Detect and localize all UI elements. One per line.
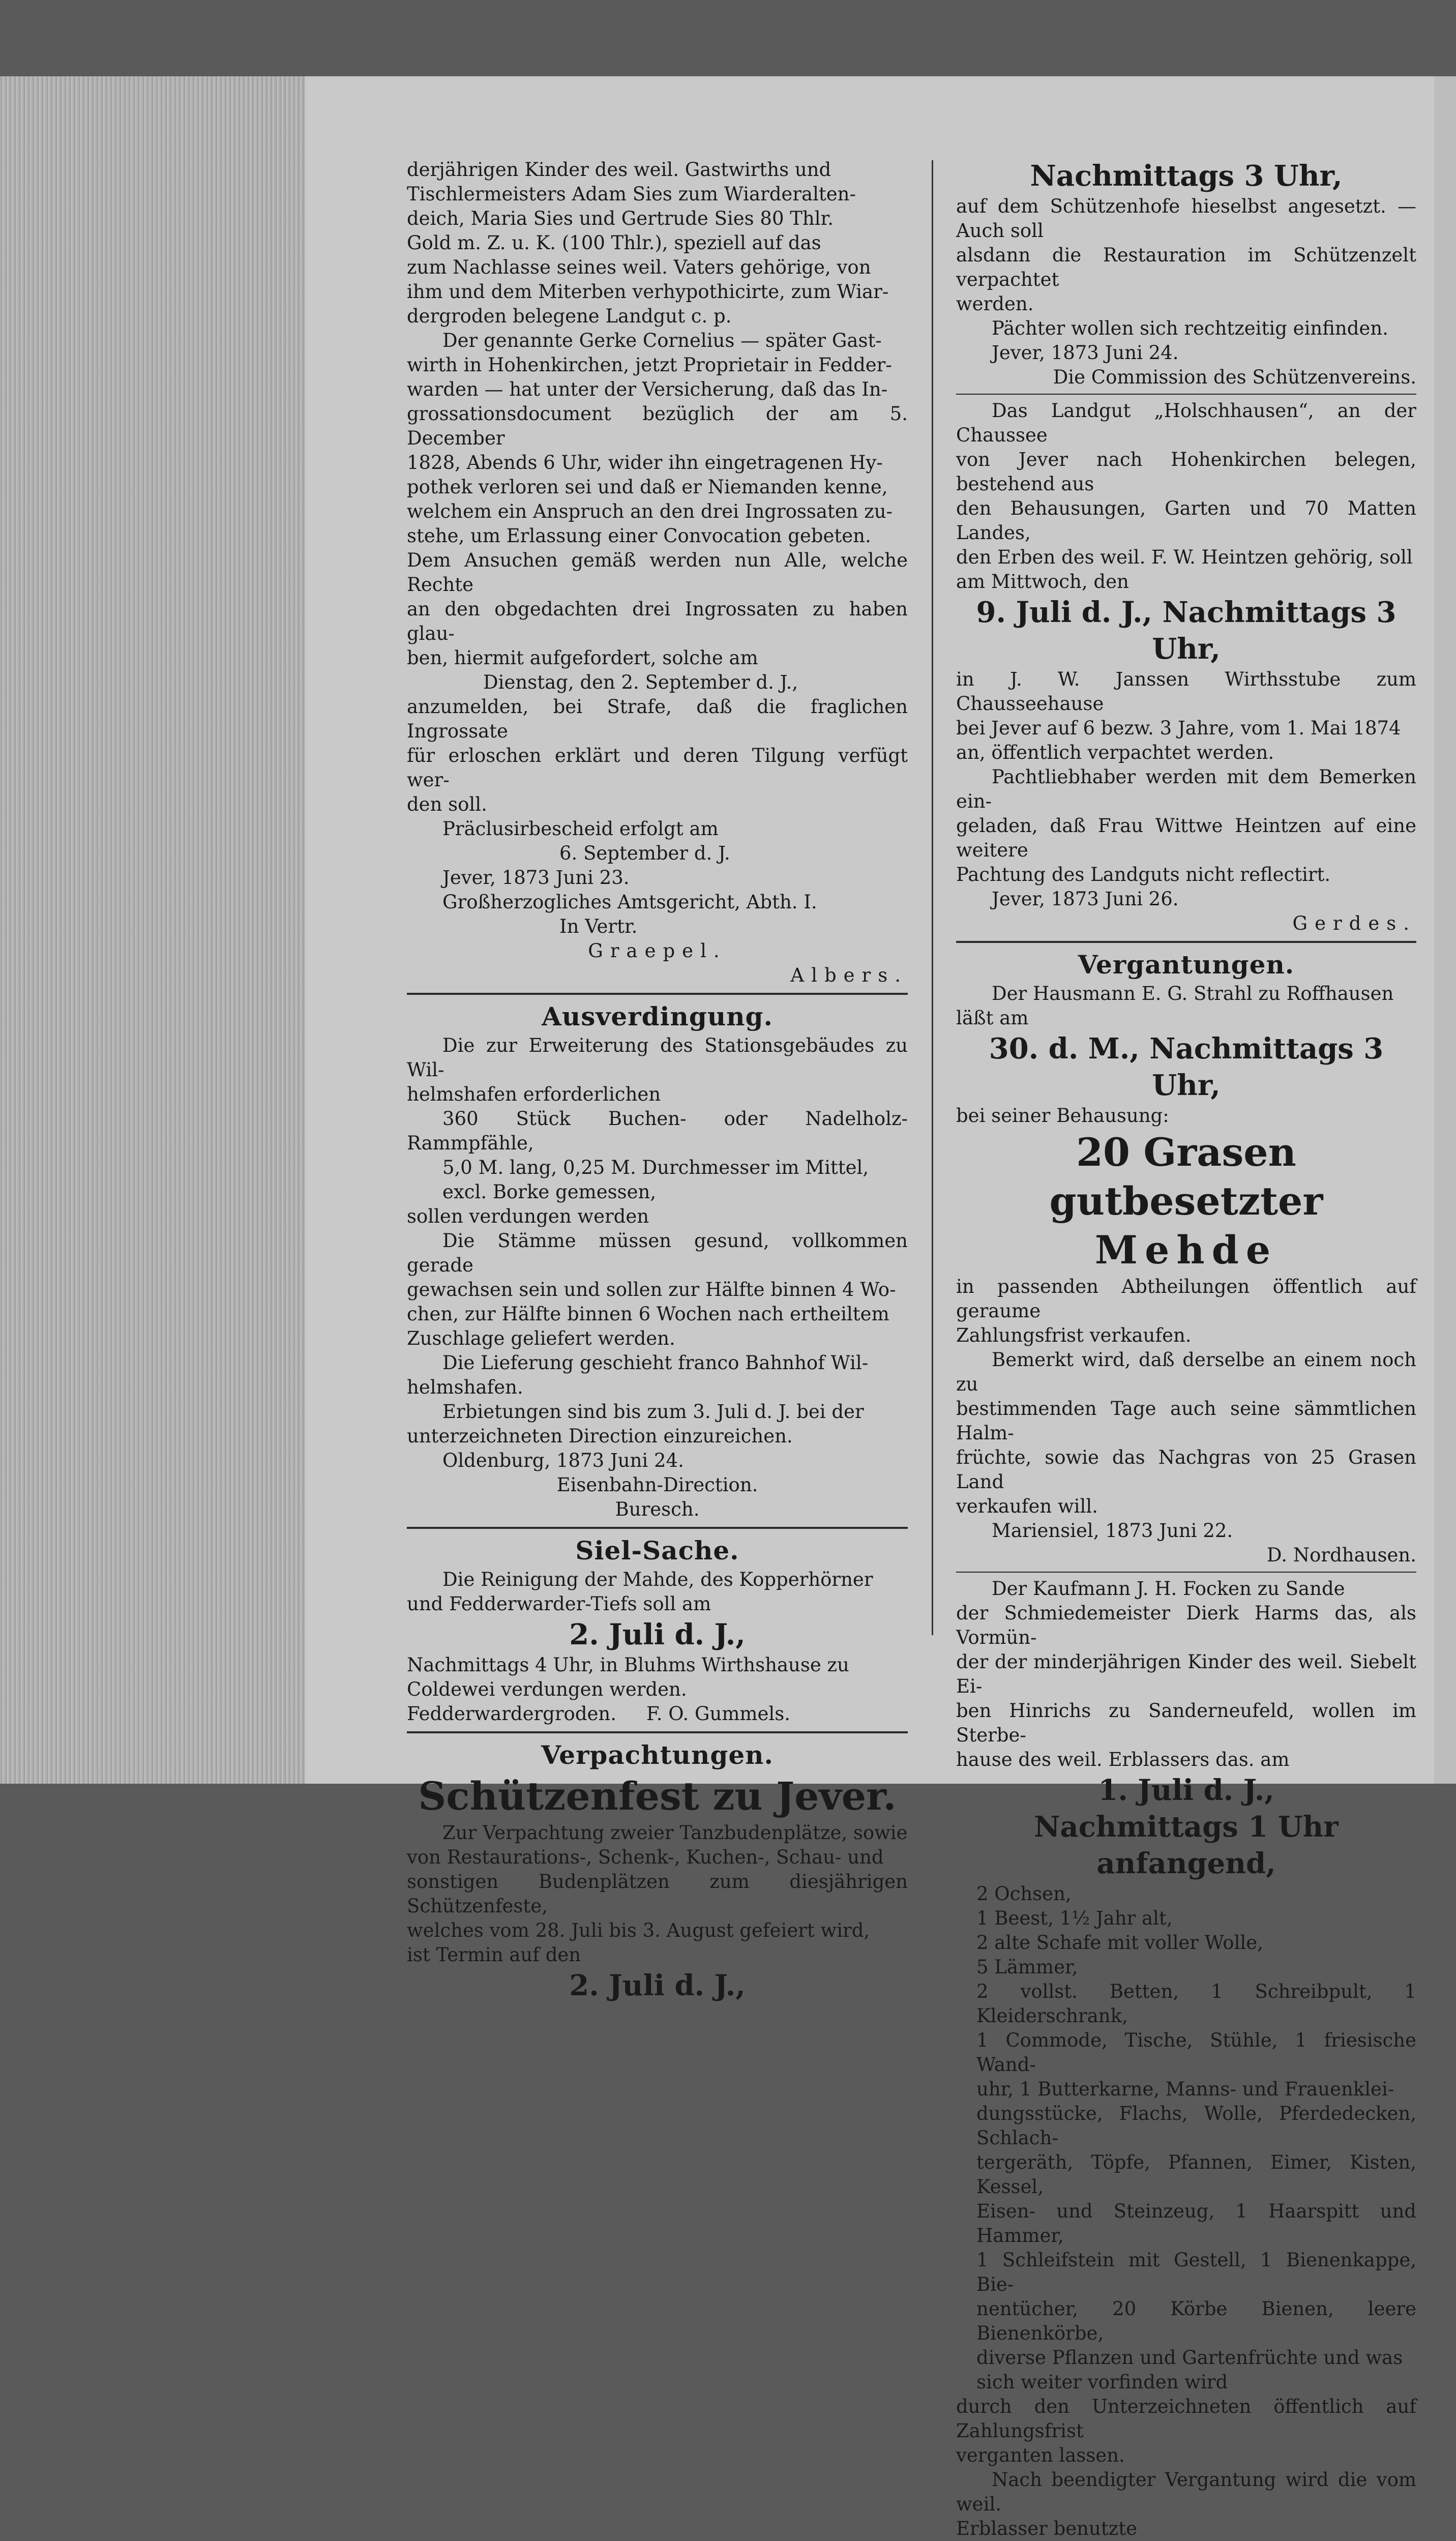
text-line: excl. Borke gemessen, [442, 1181, 657, 1203]
text-line: bei Jever auf 6 bezw. 3 Jahre, vom 1. Mai 1874 [956, 717, 1401, 739]
time-heading: Nachmittags 3 Uhr, [1030, 159, 1343, 193]
text-line: wirth in Hohenkirchen, jetzt Proprietair in Fedder- [407, 354, 892, 376]
text-line: den soll. [407, 793, 487, 815]
issuer: Die Commission des Schützenvereins. [1053, 366, 1416, 388]
list-item: uhr, 1 Butterkarne, Manns- und Frauenklei- [976, 2078, 1394, 2100]
text-line: warden — hat unter der Versicherung, daß das In- [407, 378, 888, 400]
text-line: von Jever nach Hohenkirchen belegen, bestehend aus [956, 449, 1416, 495]
list-item: 2 vollst. Betten, 1 Schreibpult, 1 Kleiderschrank, [976, 1981, 1416, 2027]
date-heading: 2. Juli d. J., [569, 1969, 746, 2002]
list-item: 1 Commode, Tische, Stühle, 1 friesische Wand- [976, 2029, 1416, 2076]
text-line: hause des weil. Erblassers das. am [956, 1749, 1290, 1770]
text-line: den Behausungen, Garten und 70 Matten Landes, [956, 497, 1416, 544]
text-line: an den obgedachten drei Ingrossaten zu haben glau- [407, 598, 908, 644]
list-item: 1 Schleifstein mit Gestell, 1 Bienenkappe, Bie- [976, 2249, 1416, 2295]
text-line: bei seiner Behausung: [956, 1105, 1169, 1127]
section-rule [956, 394, 1416, 395]
sale-heading: 20 Grasen gutbesetzter [1049, 1130, 1323, 1224]
section-heading: Vergantungen. [1078, 950, 1295, 980]
text-line: Zur Verpachtung zweier Tanzbudenplätze, sowie [442, 1822, 908, 1844]
section-heading: Siel-Sache. [575, 1535, 739, 1565]
list-item: nentücher, 20 Körbe Bienen, leere Bienenkörbe, [976, 2298, 1416, 2344]
text-line: sonstigen Budenplätzen zum diesjährigen Schützenfeste, [407, 1871, 908, 1917]
text-line: ben, hiermit aufgefordert, solche am [407, 647, 758, 669]
text-line: helmshafen. [407, 1376, 523, 1398]
text-line: gewachsen sein und sollen zur Hälfte binnen 4 Wo- [407, 1279, 896, 1301]
text-line: Bemerkt wird, daß derselbe an einem noch zu [956, 1349, 1416, 1395]
signature: D. Nordhausen. [1266, 1544, 1416, 1566]
list-item: dungsstücke, Flachs, Wolle, Pferdedecken, Schlach- [976, 2103, 1416, 2149]
event-heading: Schützenfest zu Jever. [418, 1774, 897, 1819]
text-line: unterzeichneten Direction einzureichen. [407, 1425, 793, 1447]
text-line: Tischlermeisters Adam Sies zum Wiarderalten- [407, 183, 856, 205]
section-rule [407, 993, 908, 995]
section-rule [956, 1572, 1416, 1573]
text-line: sollen verdungen werden [407, 1205, 649, 1227]
text-line: Coldewei verdungen werden. [407, 1678, 687, 1700]
text-line: In Vertr. [559, 915, 638, 937]
text-line: Das Landgut „Holschhausen“, an der Chaussee [956, 400, 1416, 446]
date-heading: 9. Juli d. J., Nachmittags 3 Uhr, [976, 596, 1396, 666]
issuer: Eisenbahn-Direction. [556, 1474, 758, 1496]
text-line: der Schmiedemeister Dierk Harms das, als Vormün- [956, 1602, 1416, 1648]
section-heading: Ausverdingung. [542, 1001, 773, 1031]
date-line: Dienstag, den 2. September d. J., [483, 671, 798, 693]
place-date: Jever, 1873 Juni 23. [442, 867, 630, 889]
column-divider [932, 160, 933, 1635]
date-line: 6. September d. J. [559, 842, 730, 864]
text-line: derjährigen Kinder des weil. Gastwirths und [407, 159, 831, 181]
date-heading: 1. Juli d. J., [1098, 1774, 1274, 1807]
text-line: anzumelden, bei Strafe, daß die fraglichen Ingrossate [407, 696, 908, 742]
text-line: in J. W. Janssen Wirthsstube zum Chausseehause [956, 668, 1416, 715]
text-line: verganten lassen. [956, 2444, 1125, 2466]
text-line: Erblasser benutzte [956, 2518, 1137, 2539]
text-line: am Mittwoch, den [956, 571, 1129, 593]
text-line: von Restaurations-, Schenk-, Kuchen-, Schau- und [407, 1846, 884, 1868]
text-line: Die Stämme müssen gesund, vollkommen gerade [407, 1230, 908, 1276]
text-line: 5,0 M. lang, 0,25 M. Durchmesser im Mittel, [442, 1157, 869, 1178]
text-line: für erloschen erklärt und deren Tilgung verfügt wer- [407, 745, 908, 791]
text-line: Nachmittags 4 Uhr, in Bluhms Wirthshause zu [407, 1654, 849, 1676]
text-line: helmshafen erforderlichen [407, 1083, 661, 1105]
signature: Buresch. [615, 1498, 700, 1520]
text-line: Die zur Erweiterung des Stationsgebäudes zu Wil- [407, 1035, 908, 1081]
section-rule [956, 941, 1416, 943]
place-date: Mariensiel, 1873 Juni 22. [992, 1520, 1233, 1542]
text-line: Die Reinigung der Mahde, des Kopperhörner [442, 1569, 873, 1590]
text-line: Die Lieferung geschieht franco Bahnhof Wil- [442, 1352, 869, 1374]
list-item: diverse Pflanzen und Gartenfrüchte und was [976, 2347, 1403, 2369]
text-line: 360 Stück Buchen- oder Nadelholz-Rammpfähle, [407, 1108, 908, 1154]
place: Fedderwardergroden. [407, 1703, 617, 1725]
text-line: verkaufen will. [956, 1495, 1098, 1517]
list-item: Eisen- und Steinzeug, 1 Haarspitt und Hammer, [976, 2200, 1416, 2247]
text-line: Nach beendigter Vergantung wird die vom weil. [956, 2469, 1416, 2515]
text-line: 1828, Abends 6 Uhr, wider ihn eingetragenen Hy- [407, 452, 883, 474]
book-page-edges [0, 76, 305, 1784]
text-line: ihm und dem Miterben verhypothicirte, zum Wiar- [407, 281, 889, 303]
text-line: grossationsdocument bezüglich der am 5. December [407, 403, 908, 449]
text-line: Pächter wollen sich rechtzeitig einfinden. [992, 317, 1388, 339]
list-item: 1 Beest, 1½ Jahr alt, [976, 1907, 1173, 1929]
signature: F. O. Gummels. [646, 1703, 790, 1725]
signature: Graepel. [588, 940, 727, 962]
text-line: Der Kaufmann J. H. Focken zu Sande [992, 1578, 1345, 1600]
text-line: pothek verloren sei und daß er Niemanden kenne, [407, 476, 888, 498]
right-column [956, 158, 1416, 2541]
text-line: stehe, um Erlassung einer Convocation gebeten. [407, 525, 871, 547]
text-line: Zuschlage geliefert werden. [407, 1327, 675, 1349]
text-line: früchte, sowie das Nachgras von 25 Grasen Land [956, 1446, 1416, 1493]
date-heading: Nachmittags 1 Uhr anfangend, [1034, 1810, 1339, 1880]
text-line: Der Hausmann E. G. Strahl zu Roffhausen [992, 983, 1394, 1004]
list-item: 2 alte Schafe mit voller Wolle, [976, 1932, 1263, 1954]
place-date [407, 1702, 908, 1726]
date-heading: 2. Juli d. J., [569, 1618, 746, 1651]
text-line: Der genannte Gerke Cornelius — später Gast- [442, 330, 882, 351]
section-rule [407, 1527, 908, 1529]
date-heading: 30. d. M., Nachmittags 3 Uhr, [989, 1032, 1384, 1102]
signature: Gerdes. [1292, 912, 1416, 934]
place-date: Oldenburg, 1873 Juni 24. [442, 1450, 684, 1471]
text-line: welches vom 28. Juli bis 3. August gefeiert wird, [407, 1919, 870, 1941]
text-line: Gold m. Z. u. K. (100 Thlr.), speziell auf das [407, 232, 821, 254]
section-rule [407, 1731, 908, 1733]
text-line: Zahlungsfrist verkaufen. [956, 1324, 1192, 1346]
text-line: an, öffentlich verpachtet werden. [956, 742, 1274, 763]
text-line: durch den Unterzeichneten öffentlich auf Zahlungsfrist [956, 2396, 1416, 2442]
issuer: Großherzogliches Amtsgericht, Abth. I. [442, 891, 817, 913]
text-line: Pachtliebhaber werden mit dem Bemerken ein- [956, 766, 1416, 812]
text-line: Dem Ansuchen gemäß werden nun Alle, welche Rechte [407, 549, 908, 596]
text-line: ben Hinrichs zu Sanderneufeld, wollen im Sterbe- [956, 1700, 1416, 1746]
text-line: alsdann die Restauration im Schützenzelt verpachtet [956, 244, 1416, 290]
sale-heading: Mehde [1094, 1227, 1278, 1273]
text-line: zum Nachlasse seines weil. Vaters gehörige, von [407, 256, 871, 278]
text-line: ist Termin auf den [407, 1944, 581, 1966]
text-line: chen, zur Hälfte binnen 6 Wochen nach ertheiltem [407, 1303, 889, 1325]
text-line: werden. [956, 293, 1034, 315]
text-line: welchem ein Anspruch an den drei Ingrossaten zu- [407, 500, 893, 522]
list-item: tergeräth, Töpfe, Pfannen, Eimer, Kisten, Kessel, [976, 2151, 1416, 2198]
text-line: auf dem Schützenhofe hieselbst angesetzt. — Auch soll [956, 195, 1416, 242]
list-item: 2 Ochsen, [976, 1883, 1072, 1905]
list-item: sich weiter vorfinden wird [976, 2371, 1228, 2393]
text-line: in passenden Abtheilungen öffentlich auf geraume [956, 1276, 1416, 1322]
section-heading: Verpachtungen. [541, 1740, 774, 1770]
place-date: Jever, 1873 Juni 26. [992, 888, 1179, 910]
text-line: läßt am [956, 1007, 1029, 1029]
next-page-edge [1434, 76, 1456, 1784]
text-line: Präclusirbescheid erfolgt am [442, 818, 719, 840]
place-date: Jever, 1873 Juni 24. [992, 342, 1179, 364]
text-line: geladen, daß Frau Wittwe Heintzen auf eine weitere [956, 815, 1416, 861]
text-line: deich, Maria Sies und Gertrude Sies 80 Thlr. [407, 208, 834, 229]
text-line: der der minderjährigen Kinder des weil. Siebelt Ei- [956, 1651, 1416, 1697]
left-column [407, 158, 908, 2004]
text-line: und Fedderwarder-Tiefs soll am [407, 1593, 711, 1615]
text-line: dergroden belegene Landgut c. p. [407, 305, 732, 327]
text-line: den Erben des weil. F. W. Heintzen gehörig, soll [956, 546, 1413, 568]
list-item: 5 Lämmer, [976, 1956, 1078, 1978]
signature: Albers. [790, 964, 908, 986]
text-line: Pachtung des Landguts nicht reflectirt. [956, 864, 1331, 885]
text-line: Erbietungen sind bis zum 3. Juli d. J. bei der [442, 1401, 864, 1423]
text-line: bestimmenden Tage auch seine sämmtlichen Halm- [956, 1398, 1416, 1444]
